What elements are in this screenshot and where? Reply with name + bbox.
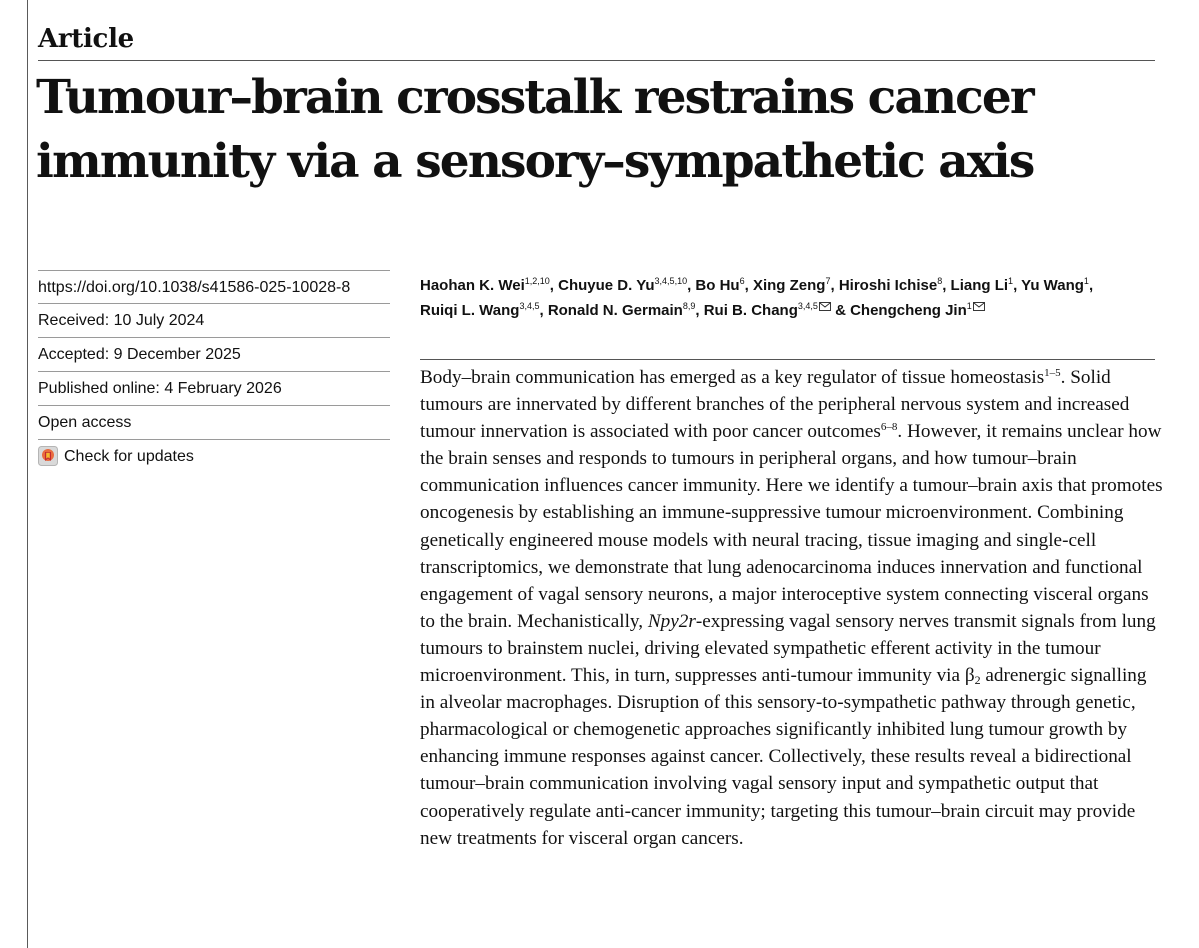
article-metadata	[38, 270, 390, 474]
author-affiliation: 1	[966, 301, 972, 311]
abstract-segment: Body–brain communication has emerged as a key regulator of tissue homeostasis	[420, 367, 1045, 388]
author-name: Ronald N. Germain	[547, 302, 683, 319]
author-affiliation: 7	[825, 276, 831, 286]
author-separator: ,	[1088, 277, 1094, 294]
author-entry[interactable]	[420, 277, 550, 294]
envelope-icon[interactable]	[819, 302, 831, 311]
subscript: 2	[974, 673, 981, 688]
author-affiliation: 8	[937, 276, 943, 286]
doi-link[interactable]: https://doi.org/10.1038/s41586-025-10028-8	[38, 270, 390, 304]
author-separator: ,	[744, 277, 753, 294]
author-name: Haohan K. Wei	[420, 277, 525, 294]
author-entry[interactable]	[850, 302, 985, 319]
article-type-label: Article	[38, 24, 134, 54]
author-name: Hiroshi Ichise	[838, 277, 938, 294]
open-access-label: Open access	[38, 406, 390, 440]
check-for-updates-label: Check for updates	[64, 448, 194, 465]
check-for-updates-link[interactable]	[38, 440, 390, 474]
author-separator: &	[830, 302, 851, 319]
abstract-segment: . However, it remains unclear how the brain senses and responds to tumours in peripheral organs, and how tumour–brain communication influences cancer immunity. Here we identify a tumour–brain axis that promotes oncogenesis by establishing an immune-suppressive tumour microenvironment. Combining genetically engineered mouse models with neural tracing, tissue imaging and single-cell transcriptomics, we demonstrate that lung adenocarcinoma induces innervation and functional engagement of vagal sensory neurons, a major interoceptive system connecting visceral organs to the brain. Mechanistically,	[420, 421, 1163, 632]
author-name: Rui B. Chang	[703, 302, 798, 319]
author-affiliation: 6	[739, 276, 745, 286]
author-affiliation: 8,9	[682, 301, 696, 311]
article-title	[36, 66, 1166, 194]
gene-name: Npy2r	[647, 610, 696, 632]
abstract-divider	[420, 359, 1155, 360]
title-line-1: Tumour–brain crosstalk restrains cancer	[36, 70, 1033, 125]
author-name: Ruiqi L. Wang	[420, 302, 520, 319]
author-list	[420, 273, 1160, 323]
published-date: Published online: 4 February 2026	[38, 372, 390, 406]
author-entry[interactable]	[753, 277, 831, 294]
author-entry[interactable]	[704, 302, 831, 319]
accepted-date: Accepted: 9 December 2025	[38, 338, 390, 372]
citation-ref[interactable]: 1–5	[1044, 367, 1061, 379]
author-entry[interactable]	[951, 277, 1014, 294]
author-name: Xing Zeng	[752, 277, 826, 294]
author-name: Chuyue D. Yu	[558, 277, 655, 294]
citation-ref[interactable]: 6–8	[880, 421, 898, 434]
author-entry[interactable]	[1021, 277, 1089, 294]
author-entry[interactable]	[839, 277, 942, 294]
abstract-segment: . Solid tumours are innervated by different branches of the peripheral nervous system and increased tumour innervation is associated with poor cancer outcomes	[420, 367, 1130, 443]
envelope-icon[interactable]	[973, 302, 985, 311]
author-affiliation: 1,2,10	[524, 276, 550, 286]
author-separator: ,	[830, 277, 839, 294]
left-margin-rule	[27, 0, 28, 948]
author-name: Yu Wang	[1021, 277, 1084, 294]
header-divider	[38, 60, 1155, 61]
author-affiliation: 1	[1008, 276, 1014, 286]
author-separator: ,	[539, 302, 548, 319]
abstract-segment: -expressing vagal sensory nerves transmit signals from lung tumours to brainstem nuclei, driving elevated sympathetic efferent activity in the tumour microenvironment. This, in turn, suppresses anti-tumour immunity via β	[420, 610, 1156, 687]
received-date: Received: 10 July 2024	[38, 304, 390, 338]
author-entry[interactable]	[695, 277, 744, 294]
author-name: Liang Li	[950, 277, 1009, 294]
author-affiliation: 1	[1083, 276, 1089, 286]
author-name: Bo Hu	[695, 277, 740, 294]
author-entry[interactable]	[558, 277, 687, 294]
abstract-text	[420, 364, 1165, 852]
author-entry[interactable]	[420, 302, 539, 319]
author-separator: ,	[695, 302, 704, 319]
author-affiliation: 3,4,5	[797, 301, 818, 311]
abstract-segment: adrenergic signalling in alveolar macrophages. Disruption of this sensory-to-sympathetic pathway through genetic, pharmacological or chemogenetic approaches significantly inhibited lung tumour growth by enhancing immune responses against cancer. Collectively, these results reveal a bidirectional tumour–brain communication involving vagal sensory input and sympathetic output that cooperatively regulate anti-cancer immunity; targeting this tumour–brain circuit may provide new treatments for visceral organ cancers.	[420, 665, 1147, 849]
author-affiliation: 3,4,5,10	[654, 276, 688, 286]
author-separator: ,	[942, 277, 951, 294]
author-separator: ,	[687, 277, 696, 294]
check-for-updates-icon	[38, 445, 58, 465]
author-separator: ,	[549, 277, 559, 294]
author-name: Chengcheng Jin	[850, 302, 967, 319]
author-entry[interactable]	[548, 302, 696, 319]
title-line-2: immunity via a sensory–sympathetic axis	[36, 134, 1034, 189]
author-separator: ,	[1013, 277, 1022, 294]
author-affiliation: 3,4,5	[519, 301, 540, 311]
